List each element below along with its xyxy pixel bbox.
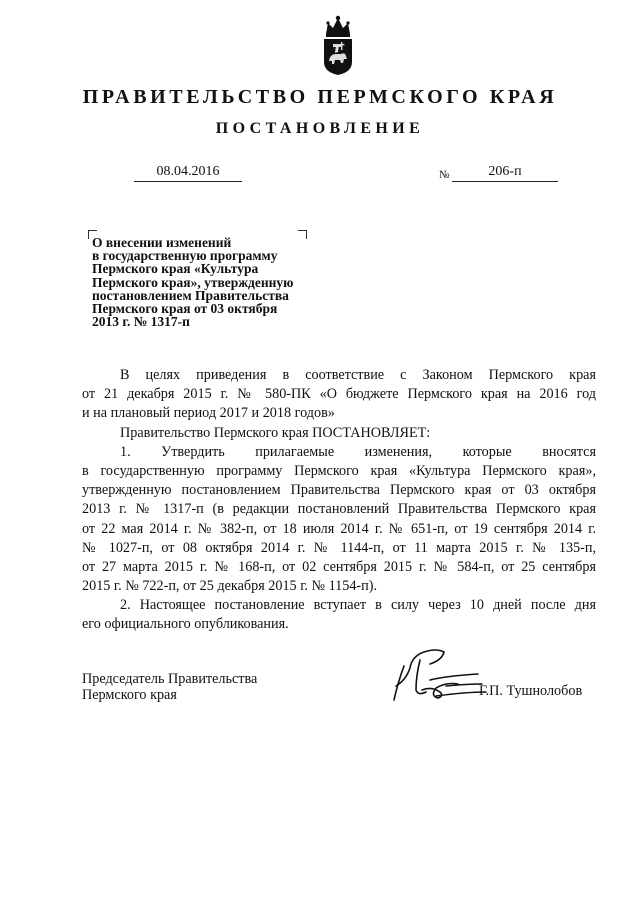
document-date: 08.04.2016 <box>134 163 242 182</box>
body-line: Правительство Пермского края ПОСТАНОВЛЯЕТ: <box>120 424 431 441</box>
body-line: в государственную программу Пермского края «Культура Пермского края», <box>82 462 596 479</box>
signatory-position <box>82 672 257 703</box>
body-line: 2015 г. № 722-п, от 25 декабря 2015 г. № 1154-п). <box>82 578 378 595</box>
body-line: В целях приведения в соответствие с Законом Пермского края <box>120 367 596 383</box>
subject-line: 2013 г. № 1317-п <box>92 314 190 330</box>
subject-line: О внесении изменений <box>92 235 232 250</box>
document-body <box>82 366 596 635</box>
organization-title: ПРАВИТЕЛЬСТВО ПЕРМСКОГО КРАЯ <box>82 86 558 108</box>
number-sign: № <box>439 169 450 181</box>
document-subject <box>92 236 322 328</box>
document-number: 206-п <box>452 163 558 182</box>
body-line: 2. Настоящее постановление вступает в силу через 10 дней после дня <box>120 597 596 614</box>
body-line: от 22 мая 2014 г. № 382-п, от 18 июля 2014 г. № 651-п, от 19 сентября 2014 г. <box>82 520 596 537</box>
subject-line: Пермского края «Культура <box>92 261 259 277</box>
signatory-position-line: Председатель Правительства <box>82 671 258 687</box>
perm-krai-coat-of-arms-icon <box>318 14 358 76</box>
subject-line: в государственную программу <box>92 248 278 264</box>
signatory-name: Г.П. Тушнолобов <box>479 683 583 699</box>
body-line: от 27 марта 2015 г. № 168-п, от 02 сентября 2015 г. № 584-п, от 25 сентября <box>82 558 596 575</box>
document-type-title: ПОСТАНОВЛЕНИЕ <box>215 120 425 137</box>
body-line: 2013 г. № 1317-п (в редакции постановлений Правительства Пермского края <box>82 501 596 518</box>
body-line: и на плановый период 2017 и 2018 годов» <box>82 405 335 422</box>
body-line: № 1027-п, от 08 октября 2014 г. № 1144-п, от 11 марта 2015 г. № 135-п, <box>82 539 596 556</box>
subject-line: постановлением Правительства <box>92 287 289 303</box>
subject-line: Пермского края», утвержденную <box>92 274 294 290</box>
subject-line: Пермского края от 03 октября <box>92 301 278 317</box>
body-line: утвержденную постановлением Правительства Пермского края от 03 октября <box>82 482 596 499</box>
body-line: 1. Утвердить прилагаемые изменения, которые вносятся <box>120 443 596 460</box>
signatory-position-line: Пермского края <box>82 686 177 703</box>
body-line: его официального опубликования. <box>82 616 289 633</box>
body-line: от 21 декабря 2015 г. № 580-ПК «О бюджете Пермского края на 2016 год <box>82 386 596 403</box>
